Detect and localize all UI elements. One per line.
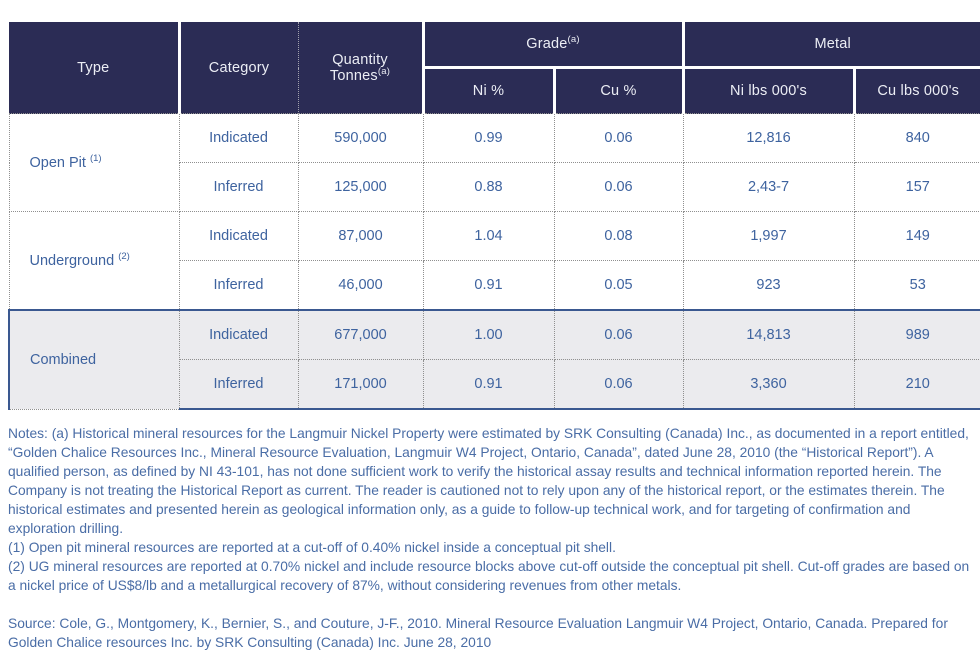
header-metal-group [683, 22, 980, 68]
header-ni-pct [423, 68, 554, 114]
header-metal-label: Metal [814, 36, 851, 52]
quantity-cell: 171,000 [298, 360, 423, 410]
table-row [9, 310, 980, 360]
category-cell: Inferred [179, 163, 298, 212]
cu-lbs-cell: 989 [854, 310, 980, 360]
ni-pct-cell: 1.04 [423, 212, 554, 261]
ni-lbs-cell: 3,360 [683, 360, 854, 410]
cu-pct-cell: 0.06 [554, 360, 683, 410]
header-grade-group [423, 22, 683, 68]
header-ni-lbs-label: Ni lbs 000's [730, 83, 807, 99]
header-category-label: Category [208, 59, 270, 76]
category-cell: Indicated [179, 212, 298, 261]
cu-lbs-cell: 210 [854, 360, 980, 410]
category-cell: Indicated [179, 310, 298, 360]
cu-lbs-cell: 840 [854, 114, 980, 163]
header-quantity-line1: Quantity [332, 51, 388, 68]
source-citation: Source: Cole, G., Montgomery, K., Bernier, S., and Couture, J-F., 2010. Mineral Resource Evaluation Langmuir W4 Project, Ontario, Canada. Prepared for Golden Chalice resources Inc. by SRK Consulting (Canada) Inc. June 28, 2010 [8, 616, 948, 650]
ni-lbs-cell: 2,43-7 [683, 163, 854, 212]
cu-lbs-cell: 157 [854, 163, 980, 212]
notes-block [8, 424, 970, 652]
quantity-cell: 590,000 [298, 114, 423, 163]
notes-paragraph: Notes: (a) Historical mineral resources for the Langmuir Nickel Property were estimated by SRK Consulting (Canada) Inc., as documented in a report entitled, “Golden Chalice Resources Inc., Mineral Resource Evaluation, Langmuir W4 Project, Ontario, Canada”, dated June 28, 2010 (the “Historical Report”). A qualified person, as defined by NI 43-101, has not done sufficient work to verify the historical assay results and technical information reported herein. The Company is not treating the Historical Report as current. The reader is cautioned not to rely upon any of the historical report, or the estimates therein. The historical estimates and presented herein as geological information only, as a guide to follow-up technical work, and for targeting of confirmation and exploration drilling. [8, 426, 969, 536]
header-category [179, 22, 298, 114]
header-cu-pct-label: Cu % [600, 83, 637, 99]
footnote-1: (1) Open pit mineral resources are reported at a cut-off of 0.40% nickel inside a conceptual pit shell. [8, 540, 616, 555]
category-cell: Indicated [179, 114, 298, 163]
header-quantity [298, 22, 423, 114]
quantity-cell: 46,000 [298, 261, 423, 311]
type-label: Combined [30, 351, 97, 368]
ni-lbs-cell: 12,816 [683, 114, 854, 163]
cu-pct-cell: 0.06 [554, 114, 683, 163]
category-cell: Inferred [179, 360, 298, 410]
header-type [9, 22, 179, 114]
type-cell-open-pit [9, 114, 179, 212]
quantity-cell: 87,000 [298, 212, 423, 261]
quantity-cell: 125,000 [298, 163, 423, 212]
header-cu-lbs [854, 68, 980, 114]
cu-lbs-cell: 149 [854, 212, 980, 261]
header-cu-pct [554, 68, 683, 114]
category-cell: Inferred [179, 261, 298, 311]
table-row [9, 212, 980, 261]
cu-pct-cell: 0.06 [554, 163, 683, 212]
footnote-marker-a: (a) [567, 34, 580, 46]
cu-pct-cell: 0.05 [554, 261, 683, 311]
type-cell-combined [9, 310, 179, 409]
quantity-cell: 677,000 [298, 310, 423, 360]
ni-lbs-cell: 923 [683, 261, 854, 311]
ni-pct-cell: 0.99 [423, 114, 554, 163]
footnote-marker-2: (2) [118, 250, 130, 262]
type-cell-underground [9, 212, 179, 311]
mineral-resource-table [8, 22, 980, 410]
header-quantity-line2: Tonnes [329, 67, 378, 84]
cu-pct-cell: 0.06 [554, 310, 683, 360]
type-label: Open Pit [29, 154, 86, 171]
cu-pct-cell: 0.08 [554, 212, 683, 261]
header-type-label: Type [77, 59, 110, 76]
ni-pct-cell: 1.00 [423, 310, 554, 360]
ni-pct-cell: 0.91 [423, 261, 554, 311]
ni-pct-cell: 0.88 [423, 163, 554, 212]
header-grade-label: Grade [526, 36, 568, 52]
footnote-2: (2) UG mineral resources are reported at 0.70% nickel and include resource blocks above cut-off outside the conceptual pit shell. Cut-off grades are based on a nickel price of US$8/lb and a metallurgical recovery of 87%, without considering revenues from other metals. [8, 559, 970, 593]
header-cu-lbs-label: Cu lbs 000's [877, 83, 960, 99]
ni-pct-cell: 0.91 [423, 360, 554, 410]
header-ni-pct-label: Ni % [472, 83, 505, 99]
table-header [9, 22, 980, 114]
footnote-marker-1: (1) [89, 152, 102, 164]
type-label: Underground [29, 252, 115, 269]
ni-lbs-cell: 1,997 [683, 212, 854, 261]
header-ni-lbs [683, 68, 854, 114]
table-row [9, 114, 980, 163]
footnote-marker-a: (a) [377, 65, 391, 77]
cu-lbs-cell: 53 [854, 261, 980, 311]
ni-lbs-cell: 14,813 [683, 310, 854, 360]
